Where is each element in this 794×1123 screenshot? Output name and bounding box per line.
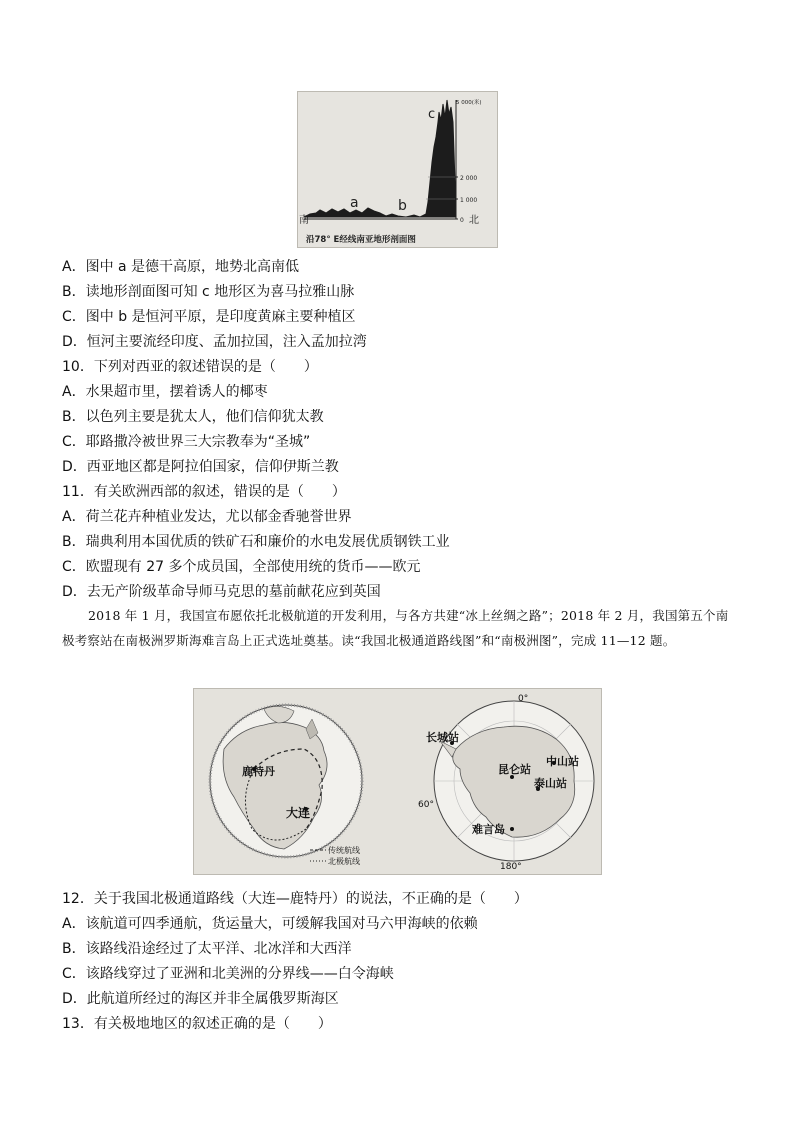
y-tick-2000: 2 000 <box>460 175 478 182</box>
q11-option-a: A．荷兰花卉种植业发达，尤以郁金香驰誉世界 <box>62 509 352 525</box>
q10-option-d: D．西亚地区都是阿拉伯国家，信仰伊斯兰教 <box>62 459 339 475</box>
label-dalian: 大连 <box>286 806 311 820</box>
label-taishan: 泰山站 <box>534 777 567 790</box>
figure1-caption: 沿78° E经线南亚地形剖面图 <box>306 235 416 245</box>
q12-stem: 12．关于我国北极通道路线（大连—鹿特丹）的说法，不正确的是（ ） <box>62 891 528 907</box>
q12-option-b: B．该路线沿途经过了太平洋、北冰洋和大西洋 <box>62 941 352 957</box>
q10-stem: 10．下列对西亚的叙述错误的是（ ） <box>62 359 318 375</box>
y-tick-1000: 1 000 <box>460 197 478 204</box>
q12-option-a: A．该航道可四季通航，货运量大，可缓解我国对马六甲海峡的依赖 <box>62 916 478 932</box>
q10-option-a: A．水果超市里，摆着诱人的椰枣 <box>62 384 268 400</box>
q11-option-b: B．瑞典利用本国优质的铁矿石和廉价的水电发展优质钢铁工业 <box>62 534 450 550</box>
legend-arctic: 北极航线 <box>328 857 360 866</box>
y-tick-top: 5 000(米) <box>456 100 482 106</box>
q12-option-d: D．此航道所经过的海区并非全属俄罗斯海区 <box>62 991 339 1007</box>
polar-maps-figure <box>193 688 602 875</box>
legend-traditional: 传统航线 <box>328 846 360 855</box>
q10-option-b: B．以色列主要是犹太人，他们信仰犹太教 <box>62 409 324 425</box>
q10-option-c: C．耶路撒冷被世界三大宗教奉为“圣城” <box>62 434 311 450</box>
passage-text: 2018 年 1 月，我国宣布愿依托北极航道的开发利用，与各方共建“冰上丝绸之路”；2018 年 2 月，我国第五个南极考察站在南极洲罗斯海难言岛上正式选址奠基。读“我国北极通道路线图”和“南极洲图”，完成 11—12 题。 <box>62 608 729 648</box>
label-60: 60° <box>418 800 434 810</box>
q11-stem: 11．有关欧洲西部的叙述，错误的是（ ） <box>62 484 346 500</box>
terrain-profile-figure <box>297 91 498 248</box>
label-c: c <box>428 107 436 122</box>
q11-option-d: D．去无产阶级革命导师马克思的墓前献花应到英国 <box>62 584 381 600</box>
label-south: 南 <box>299 215 309 226</box>
label-0deg: 0° <box>518 694 529 704</box>
label-nanyan: 难言岛 <box>472 823 505 836</box>
polar-maps-svg <box>194 689 601 874</box>
label-b: b <box>398 198 407 214</box>
label-a: a <box>350 195 359 211</box>
reading-passage <box>62 603 734 653</box>
q9-option-d: D．恒河主要流经印度、孟加拉国，注入孟加拉湾 <box>62 334 367 350</box>
label-180: 180° <box>500 862 522 872</box>
label-changcheng: 长城站 <box>426 731 459 744</box>
q9-option-b: B．读地形剖面图可知 c 地形区为喜马拉雅山脉 <box>62 284 355 300</box>
q9-option-c: C．图中 b 是恒河平原，是印度黄麻主要种植区 <box>62 309 356 325</box>
label-kunlun: 昆仑站 <box>498 763 531 776</box>
label-zhongshan: 中山站 <box>546 755 579 768</box>
q12-option-c: C．该路线穿过了亚洲和北美洲的分界线——白令海峡 <box>62 966 394 982</box>
q9-option-a: A．图中 a 是德干高原，地势北高南低 <box>62 259 300 275</box>
y-tick-0: 0 <box>460 217 464 224</box>
terrain-profile-svg <box>298 92 497 247</box>
q11-option-c: C．欧盟现有 27 多个成员国，全部使用统的货币——欧元 <box>62 559 421 575</box>
label-lutedan: 鹿特丹 <box>242 765 275 778</box>
label-north: 北 <box>469 215 479 226</box>
q13-stem: 13．有关极地地区的叙述正确的是（ ） <box>62 1016 332 1032</box>
